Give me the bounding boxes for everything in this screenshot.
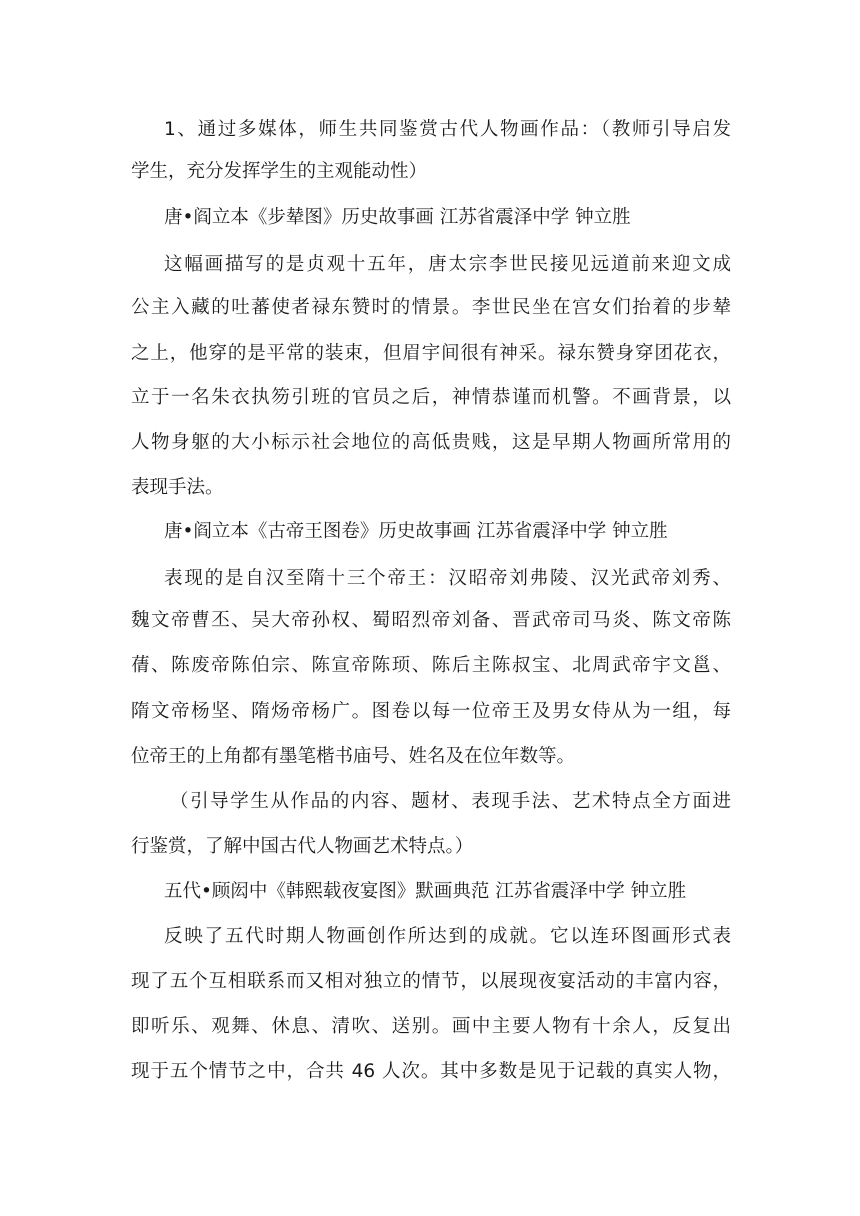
artwork-caption-gudiwang-tujuan: 唐•阎立本《古帝王图卷》历史故事画 江苏省震泽中学 钟立胜 xyxy=(164,521,668,542)
paragraph-2-line-5: 人物身躯的大小标示社会地位的高低贵贱，这是早期人物画所常用的 xyxy=(131,432,731,453)
paragraph-2-line-3: 之上，他穿的是平常的装束，但眉宇间很有神采。禄东赞身穿团花衣， xyxy=(131,343,731,364)
paragraph-4-line-1: （引导学生从作品的内容、题材、表现手法、艺术特点全方面进 xyxy=(170,791,731,812)
paragraph-2-line-6: 表现手法。 xyxy=(131,477,224,498)
paragraph-5-line-4: 现于五个情节之中，合共 46 人次。其中多数是见于记载的真实人物， xyxy=(131,1061,731,1082)
paragraph-1-line-2: 学生，充分发挥学生的主观能动性） xyxy=(131,161,428,182)
artwork-caption-bunian-tu: 唐•阎立本《步辇图》历史故事画 江苏省震泽中学 钟立胜 xyxy=(164,207,631,228)
paragraph-3-line-3: 蒨、陈废帝陈伯宗、陈宣帝陈顼、陈后主陈叔宝、北周武帝宇文邕、 xyxy=(131,655,731,676)
artwork-caption-hanxizai-yeyan-tu: 五代•顾闳中《韩熙载夜宴图》默画典范 江苏省震泽中学 钟立胜 xyxy=(164,881,687,902)
paragraph-2-line-1: 这幅画描写的是贞观十五年，唐太宗李世民接见远道前来迎文成 xyxy=(164,254,731,275)
paragraph-4-line-2: 行鉴赏，了解中国古代人物画艺术特点。） xyxy=(131,836,474,857)
paragraph-2-line-4: 立于一名朱衣执笏引班的官员之后，神情恭谨而机警。不画背景，以 xyxy=(131,387,731,408)
paragraph-2-line-2: 公主入藏的吐蕃使者禄东赞时的情景。李世民坐在宫女们抬着的步辇 xyxy=(131,297,731,318)
paragraph-5-line-3: 即听乐、观舞、休息、清吹、送别。画中主要人物有十余人，反复出 xyxy=(131,1016,731,1037)
paragraph-3-line-2: 魏文帝曹丕、吴大帝孙权、蜀昭烈帝刘备、晋武帝司马炎、陈文帝陈 xyxy=(131,610,731,631)
paragraph-5-line-1: 反映了五代时期人物画创作所达到的成就。它以连环图画形式表 xyxy=(164,926,731,947)
paragraph-3-line-5: 位帝王的上角都有墨笔楷书庙号、姓名及在位年数等。 xyxy=(131,746,576,767)
paragraph-1-line-1: 1、通过多媒体，师生共同鉴赏古代人物画作品：（教师引导启发 xyxy=(164,119,731,140)
paragraph-5-line-2: 现了五个互相联系而又相对独立的情节，以展现夜宴活动的丰富内容， xyxy=(131,971,731,992)
paragraph-3-line-1: 表现的是自汉至隋十三个帝王：汉昭帝刘弗陵、汉光武帝刘秀、 xyxy=(164,568,731,589)
paragraph-3-line-4: 隋文帝杨坚、隋炀帝杨广。图卷以每一位帝王及男女侍从为一组，每 xyxy=(131,701,731,722)
